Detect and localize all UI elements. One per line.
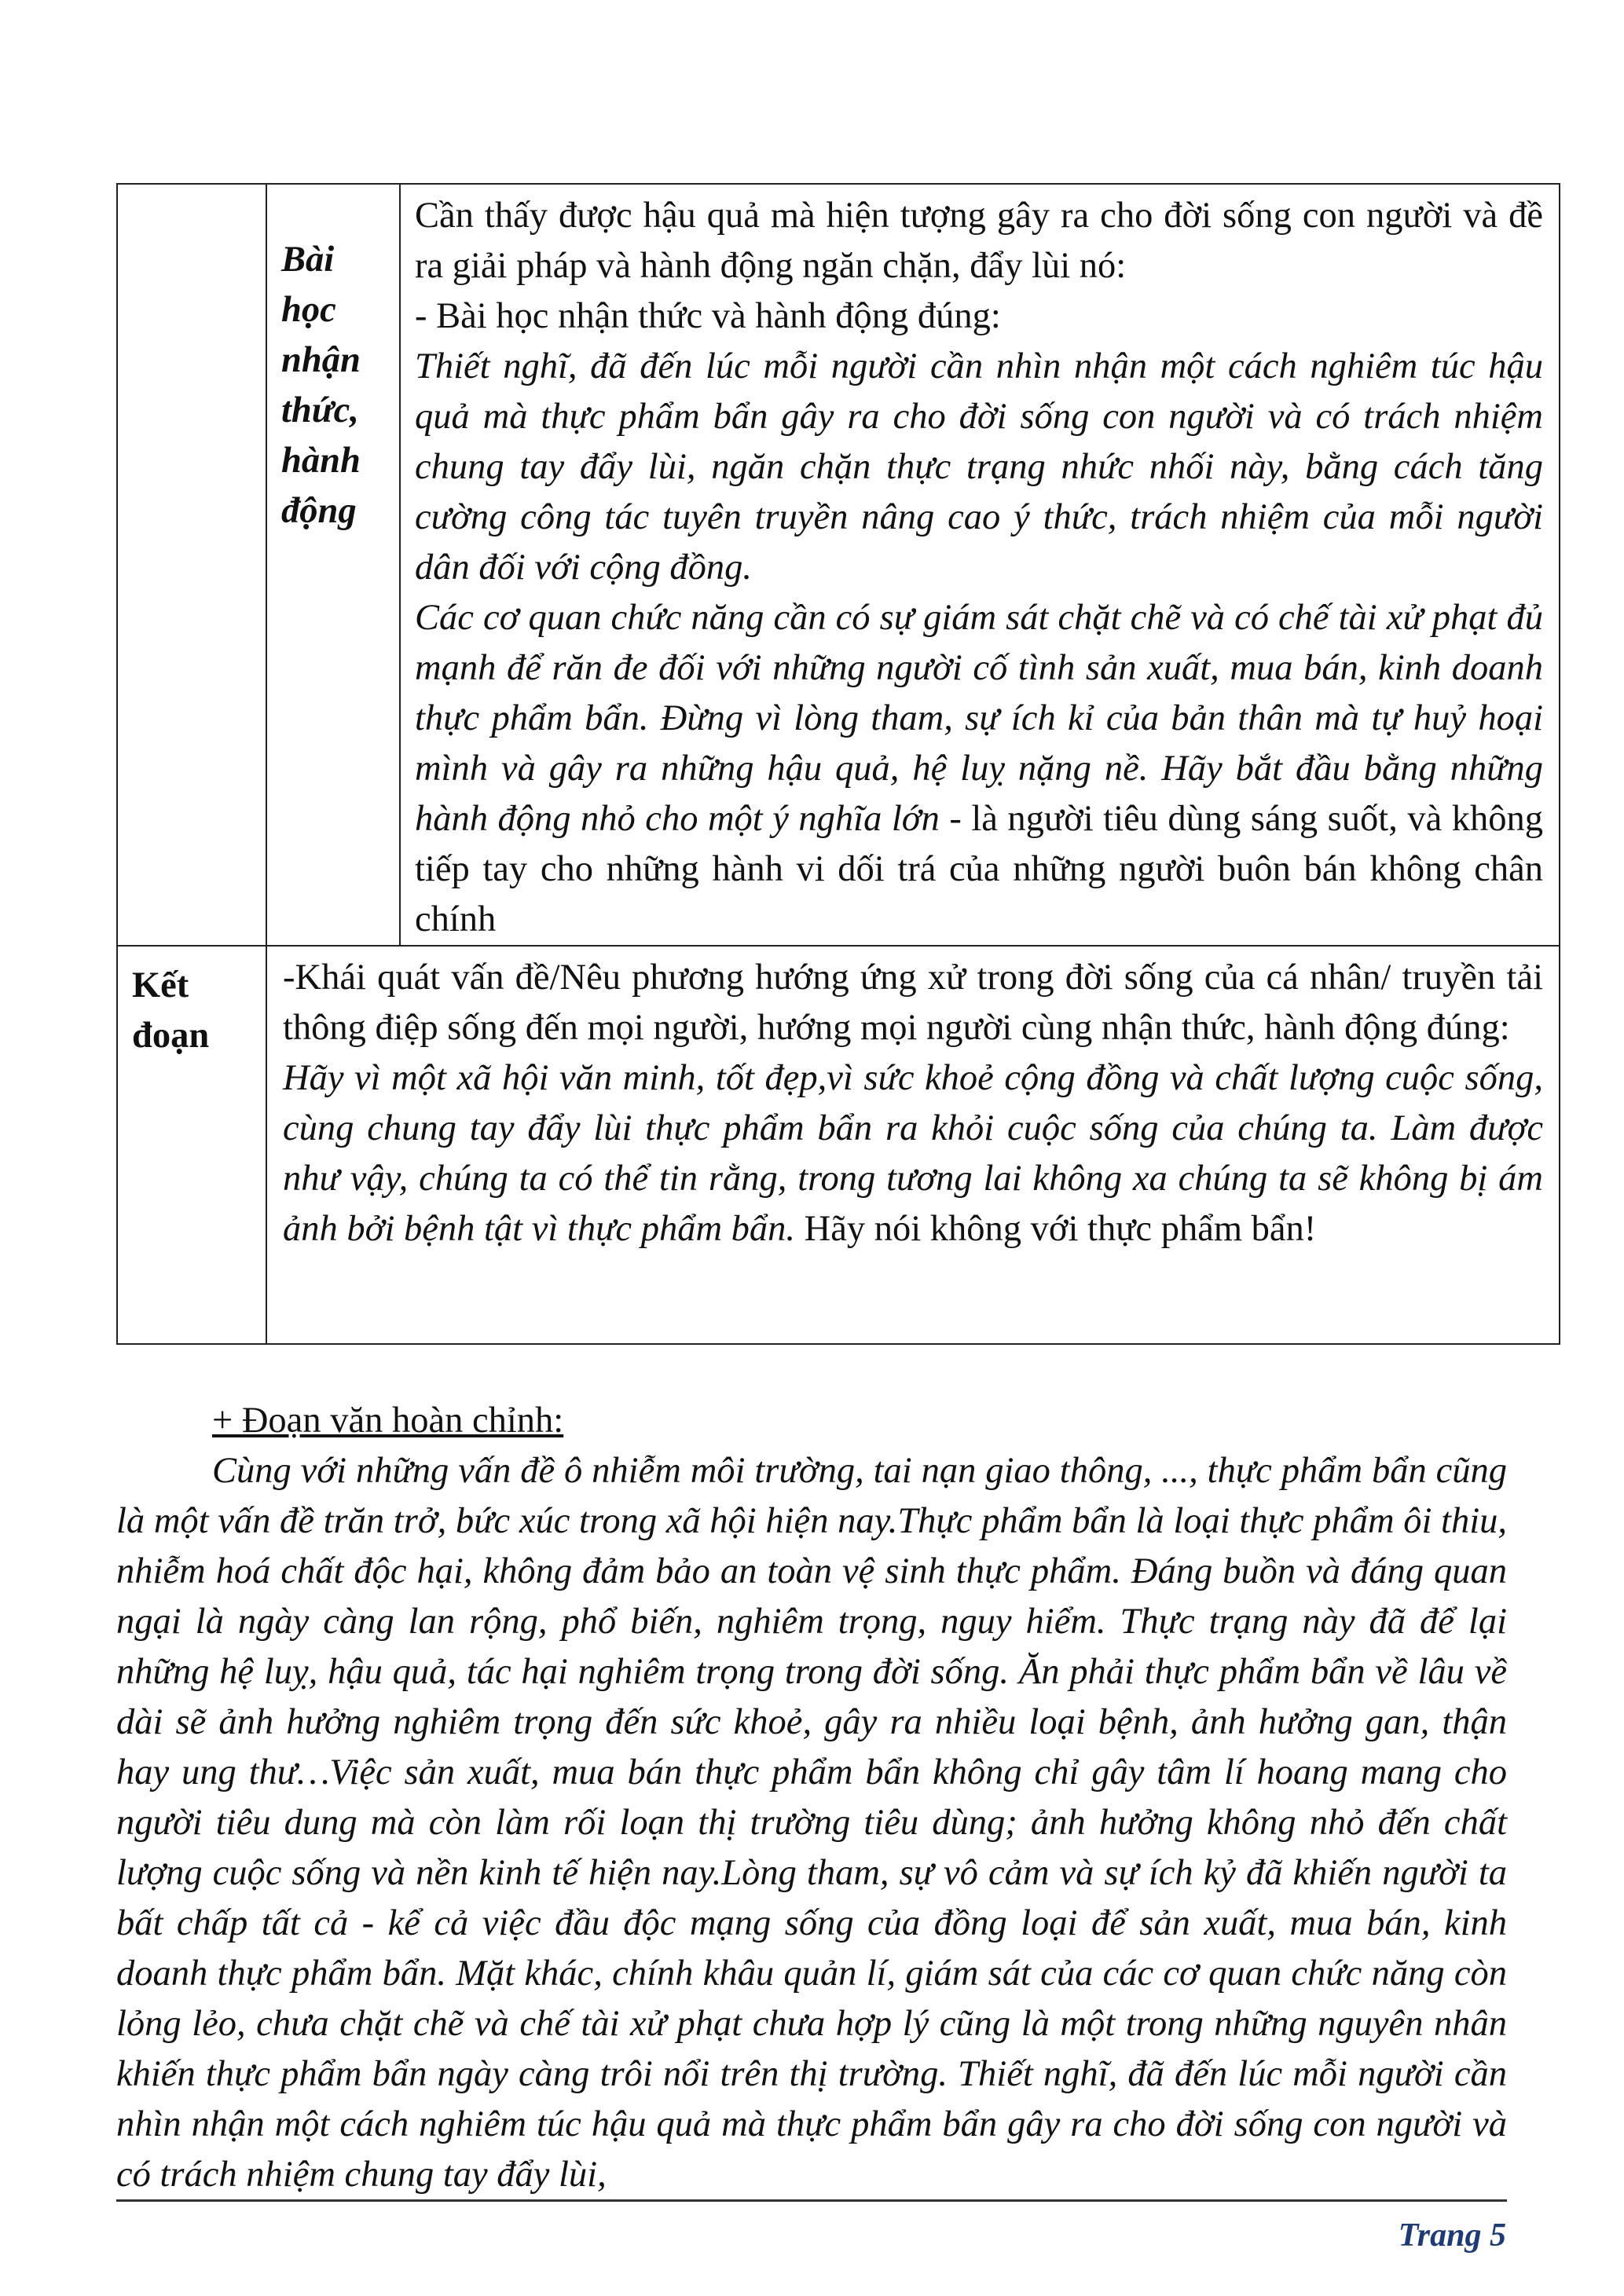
conclusion-plain-tail: Hãy nói không với thực phẩm bẩn! [795, 1209, 1317, 1249]
content-intro: Cần thấy được hậu quả mà hiện tượng gây ra cho đời sống con người và đề ra giải pháp và hành động ngăn chặn, đẩy lùi nó: [415, 196, 1543, 286]
content-plain-tail: - là người tiêu dùng sáng suốt, và không tiếp tay cho những hành vi dối trá của những người buôn bán không chân chính [415, 799, 1543, 939]
outline-table [116, 183, 1560, 1345]
row-content-lesson [400, 184, 1560, 946]
table-row [117, 184, 1560, 946]
content-bullet: - Bài học nhận thức và hành động đúng: [415, 296, 1001, 336]
complete-paragraph-heading: + Đoạn văn hoàn chỉnh: [212, 1401, 564, 1441]
content-italic-2: Các cơ quan chức năng cần có sự giám sát chặt chẽ và có chế tài xử phạt đủ mạnh để răn đe đối với những người cố tình sản xuất, mua bán, kinh doanh thực phẩm bẩn. Đừng vì lòng tham, sự ích kỉ của bản thân mà tự huỷ hoại mình và gây ra những hậu quả, hệ luỵ nặng nề. Hãy bắt đầu bằng những hành động nhỏ cho một ý nghĩa lớn [415, 598, 1543, 839]
page-number: Trang 5 [1398, 2217, 1506, 2254]
conclusion-intro: -Khái quát vấn đề/Nêu phương hướng ứng xử trong đời sống của cá nhân/ truyền tải thông điệp sống đến mọi người, hướng mọi người cùng nhận thức, hành động đúng: [283, 958, 1543, 1048]
content-italic-1: Thiết nghĩ, đã đến lúc mỗi người cần nhìn nhận một cách nghiêm túc hậu quả mà thực phẩm bẩn gây ra cho đời sống con người và có trách nhiệm chung tay đẩy lùi, ngăn chặn thực trạng nhức nhối này, bằng cách tăng cường công tác tuyên truyền nâng cao ý thức, trách nhiệm của mỗi người dân đối với cộng đồng. [415, 346, 1543, 588]
row-label-conclusion: Kết đoạn [117, 946, 266, 1344]
row-label-lesson: Bài học nhận thức, hành động [266, 184, 400, 946]
footer-divider [116, 2199, 1507, 2202]
complete-paragraph-text: Cùng với những vấn đề ô nhiễm môi trường, tai nạn giao thông, ..., thực phẩm bẩn cũng là một vấn đề trăn trở, bức xúc trong xã hội hiện nay.Thực phẩm bẩn là loại thực phẩm ôi thiu, nhiễm hoá chất độc hại, không đảm bảo an toàn vệ sinh thực phẩm. Đáng buồn và đáng quan ngại là ngày càng lan rộng, phổ biến, nghiêm trọng, nguy hiểm. Thực trạng này đã để lại những hệ luỵ, hậu quả, tác hại nghiêm trọng trong đời sống. Ăn phải thực phẩm bẩn về lâu về dài sẽ ảnh hưởng nghiêm trọng đến sức khoẻ, gây ra nhiều loại bệnh, ảnh hưởng gan, thận hay ung thư…Việc sản xuất, mua bán thực phẩm bẩn không chỉ gây tâm lí hoang mang cho người tiêu dung mà còn làm rối loạn thị trường tiêu dùng; ảnh hưởng không nhỏ đến chất lượng cuộc sống và nền kinh tế hiện nay.Lòng tham, sự vô cảm và sự ích kỷ đã khiến người ta bất chấp tất cả - kể cả việc đầu độc mạng sống của đồng loại để sản xuất, mua bán, kinh doanh thực phẩm bẩn. Mặt khác, chính khâu quản lí, giám sát của các cơ quan chức năng còn lỏng lẻo, chưa chặt chẽ và chế tài xử phạt chưa hợp lý cũng là một trong những nguyên nhân khiến thực phẩm bẩn ngày càng trôi nổi trên thị trường. Thiết nghĩ, đã đến lúc mỗi người cần nhìn nhận một cách nghiêm túc hậu quả mà thực phẩm bẩn gây ra cho đời sống con người và có trách nhiệm chung tay đẩy lùi, [116, 1451, 1507, 2195]
conclusion-italic: Hãy vì một xã hội văn minh, tốt đẹp,vì sức khoẻ cộng đồng và chất lượng cuộc sống, cùng chung tay đẩy lùi thực phẩm bẩn ra khỏi cuộc sống của chúng ta. Làm được như vậy, chúng ta có thể tin rằng, trong tương lai không xa chúng ta sẽ không bị ám ảnh bởi bệnh tật vì thực phẩm bẩn. [283, 1058, 1543, 1249]
row-content-conclusion [266, 946, 1560, 1344]
table-row [117, 946, 1560, 1344]
complete-paragraph [116, 1446, 1507, 2200]
empty-section-cell [117, 184, 266, 946]
